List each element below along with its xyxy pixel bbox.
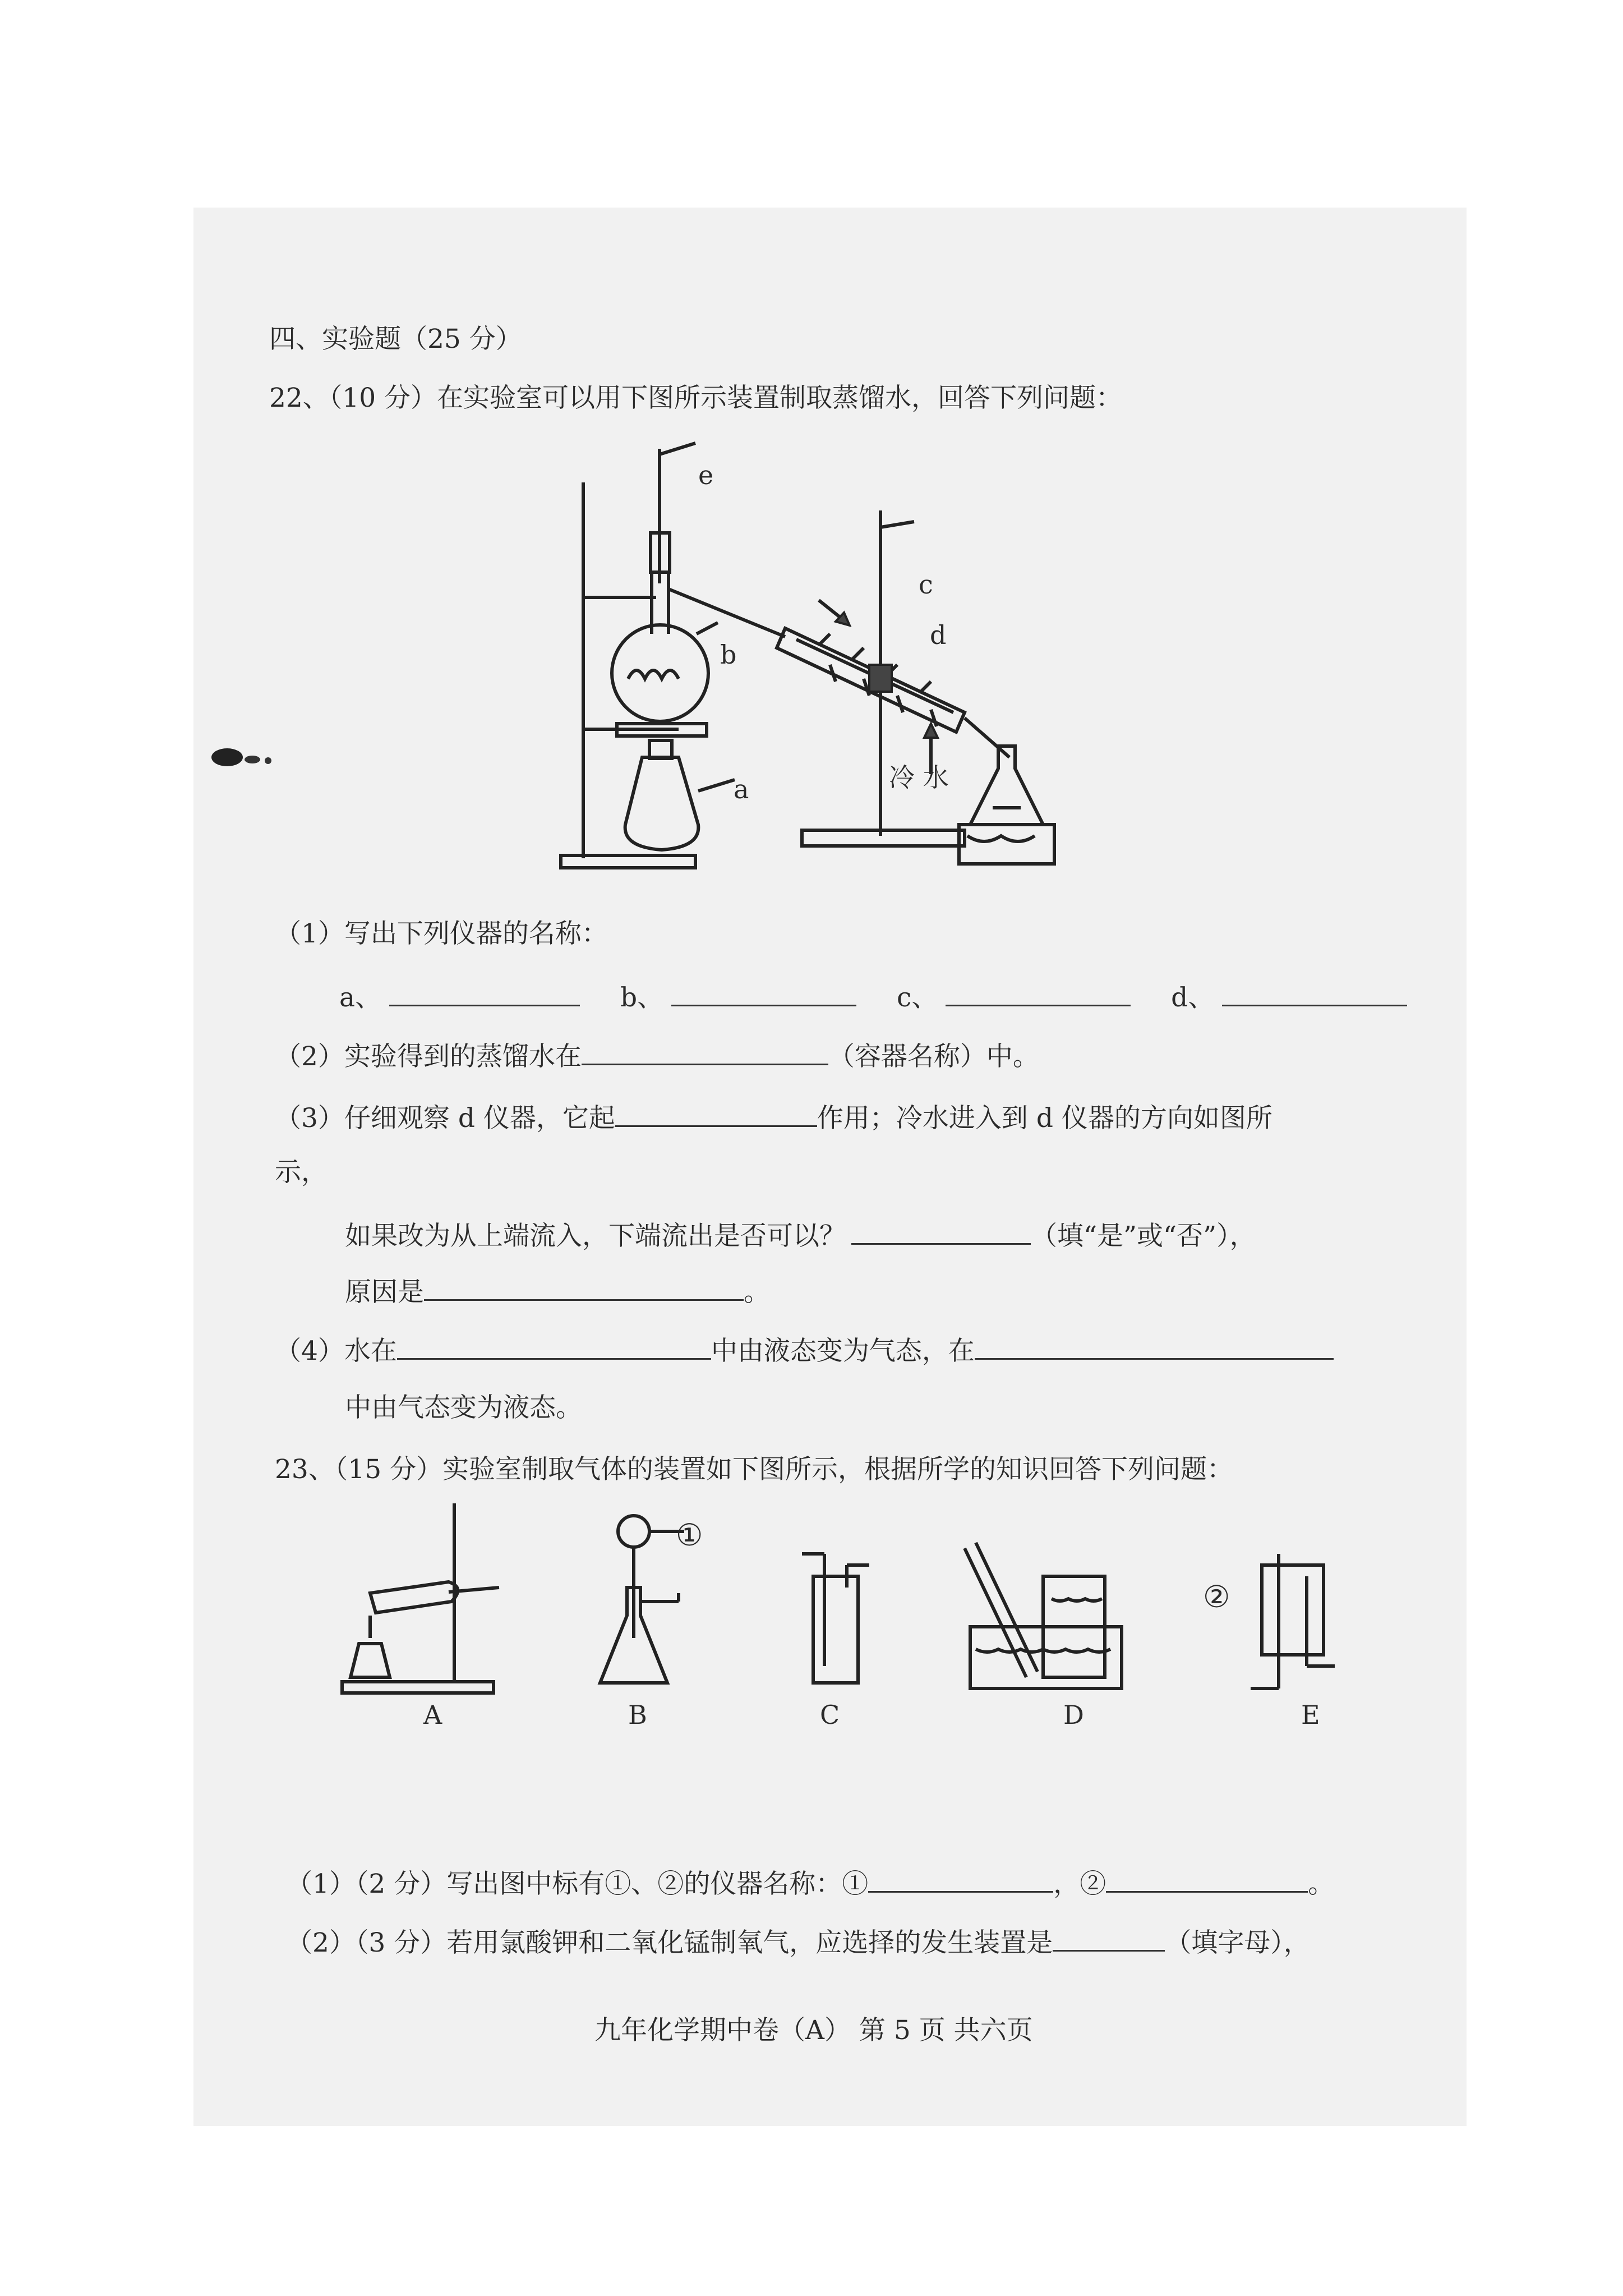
q22-sub2-post: （容器名称）中。: [828, 1041, 1039, 1072]
q23-sub1-sep: ，②: [1053, 1869, 1106, 1899]
page-footer: 九年化学期中卷（A） 第 5 页 共六页: [594, 2015, 1033, 2046]
blank-generator[interactable]: [1053, 1924, 1165, 1952]
q22-sub3-line3-pre: 原因是: [345, 1277, 424, 1308]
q22-sub3: [275, 1099, 1272, 1135]
distillation-figure: [550, 443, 1088, 881]
q22-sub3-line2: [345, 1217, 1256, 1253]
q23-sub1-end: 。: [1308, 1869, 1335, 1899]
q22-sub3-post: 作用；冷水进入到 d 仪器的方向如图所: [817, 1103, 1272, 1134]
q22-sub3-pre: （3）仔细观察 d 仪器，它起: [275, 1103, 615, 1134]
letter-d: D: [1063, 1700, 1084, 1730]
letter-a: A: [423, 1700, 442, 1730]
apparatus-a: [336, 1503, 505, 1700]
q22-sub1-blanks: [339, 979, 1407, 1015]
q22-sub4-line2: 中由气态变为液态。: [345, 1392, 582, 1423]
marker-one: ①: [676, 1517, 703, 1553]
section-title: 四、实验题（25 分）: [269, 324, 522, 355]
q22-sub3-line3: [345, 1273, 770, 1309]
q23-sub2-post: （填字母），: [1165, 1927, 1310, 1958]
ink-smudge: [202, 740, 280, 774]
q22-sub3-line2-pre: 如果改为从上端流入，下端流出是否可以？: [345, 1221, 846, 1251]
item-d-label: d、: [1171, 982, 1215, 1013]
label-b: b: [720, 639, 737, 670]
marker-two: ②: [1203, 1579, 1230, 1614]
q22-sub3-line3-post: 。: [744, 1277, 770, 1308]
label-e: e: [698, 460, 714, 490]
blank-instrument-1[interactable]: [868, 1865, 1053, 1893]
label-a: a: [734, 774, 749, 804]
q22-stem: 22、（10 分）在实验室可以用下图所示装置制取蒸馏水，回答下列问题：: [269, 383, 1123, 413]
blank-yes-no[interactable]: [851, 1217, 1031, 1245]
blank-d[interactable]: [1222, 979, 1407, 1006]
q23-sub1-pre: （1）（2 分）写出图中标有①、②的仪器名称：①: [286, 1869, 869, 1899]
letter-b: B: [628, 1700, 647, 1730]
apparatus-d: [953, 1537, 1133, 1705]
apparatus-e: [1239, 1554, 1340, 1700]
item-c-label: c、: [896, 982, 938, 1013]
item-a-label: a、: [339, 982, 382, 1013]
q22-sub4-mid: 中由液态变为气态，在: [711, 1336, 975, 1366]
blank-evaporate[interactable]: [397, 1332, 711, 1360]
q22-sub3-line2-post: （填“是”或“否”），: [1031, 1221, 1256, 1251]
letter-e: E: [1301, 1700, 1320, 1730]
q23-sub1: [286, 1865, 1334, 1901]
q22-sub2-pre: （2）实验得到的蒸馏水在: [275, 1041, 582, 1072]
q22-sub1: （1）写出下列仪器的名称：: [275, 918, 608, 949]
blank-instrument-2[interactable]: [1106, 1865, 1308, 1893]
blank-container[interactable]: [582, 1038, 828, 1065]
q22-sub3-wrap: 示，: [275, 1157, 328, 1188]
blank-condense[interactable]: [975, 1332, 1334, 1360]
blank-c[interactable]: [946, 979, 1131, 1006]
letter-c: C: [820, 1700, 840, 1730]
item-b-label: b、: [620, 982, 664, 1013]
q23-stem: 23、（15 分）实验室制取气体的装置如下图所示，根据所学的知识回答下列问题：: [275, 1454, 1234, 1485]
label-c: c: [919, 569, 933, 600]
q23-sub2-pre: （2）（3 分）若用氯酸钾和二氧化锰制氧气，应选择的发生装置是: [286, 1927, 1053, 1958]
q22-sub4: [275, 1332, 1334, 1368]
q22-sub4-pre: （4）水在: [275, 1336, 397, 1366]
label-d: d: [930, 620, 947, 650]
apparatus-c: [796, 1554, 897, 1694]
blank-b[interactable]: [671, 979, 856, 1006]
label-cold-water: 冷 水: [889, 762, 949, 793]
blank-function[interactable]: [615, 1099, 817, 1127]
q23-sub2: [286, 1924, 1310, 1960]
blank-a[interactable]: [389, 979, 580, 1006]
q22-sub2: [275, 1038, 1039, 1074]
blank-reason[interactable]: [424, 1273, 744, 1301]
